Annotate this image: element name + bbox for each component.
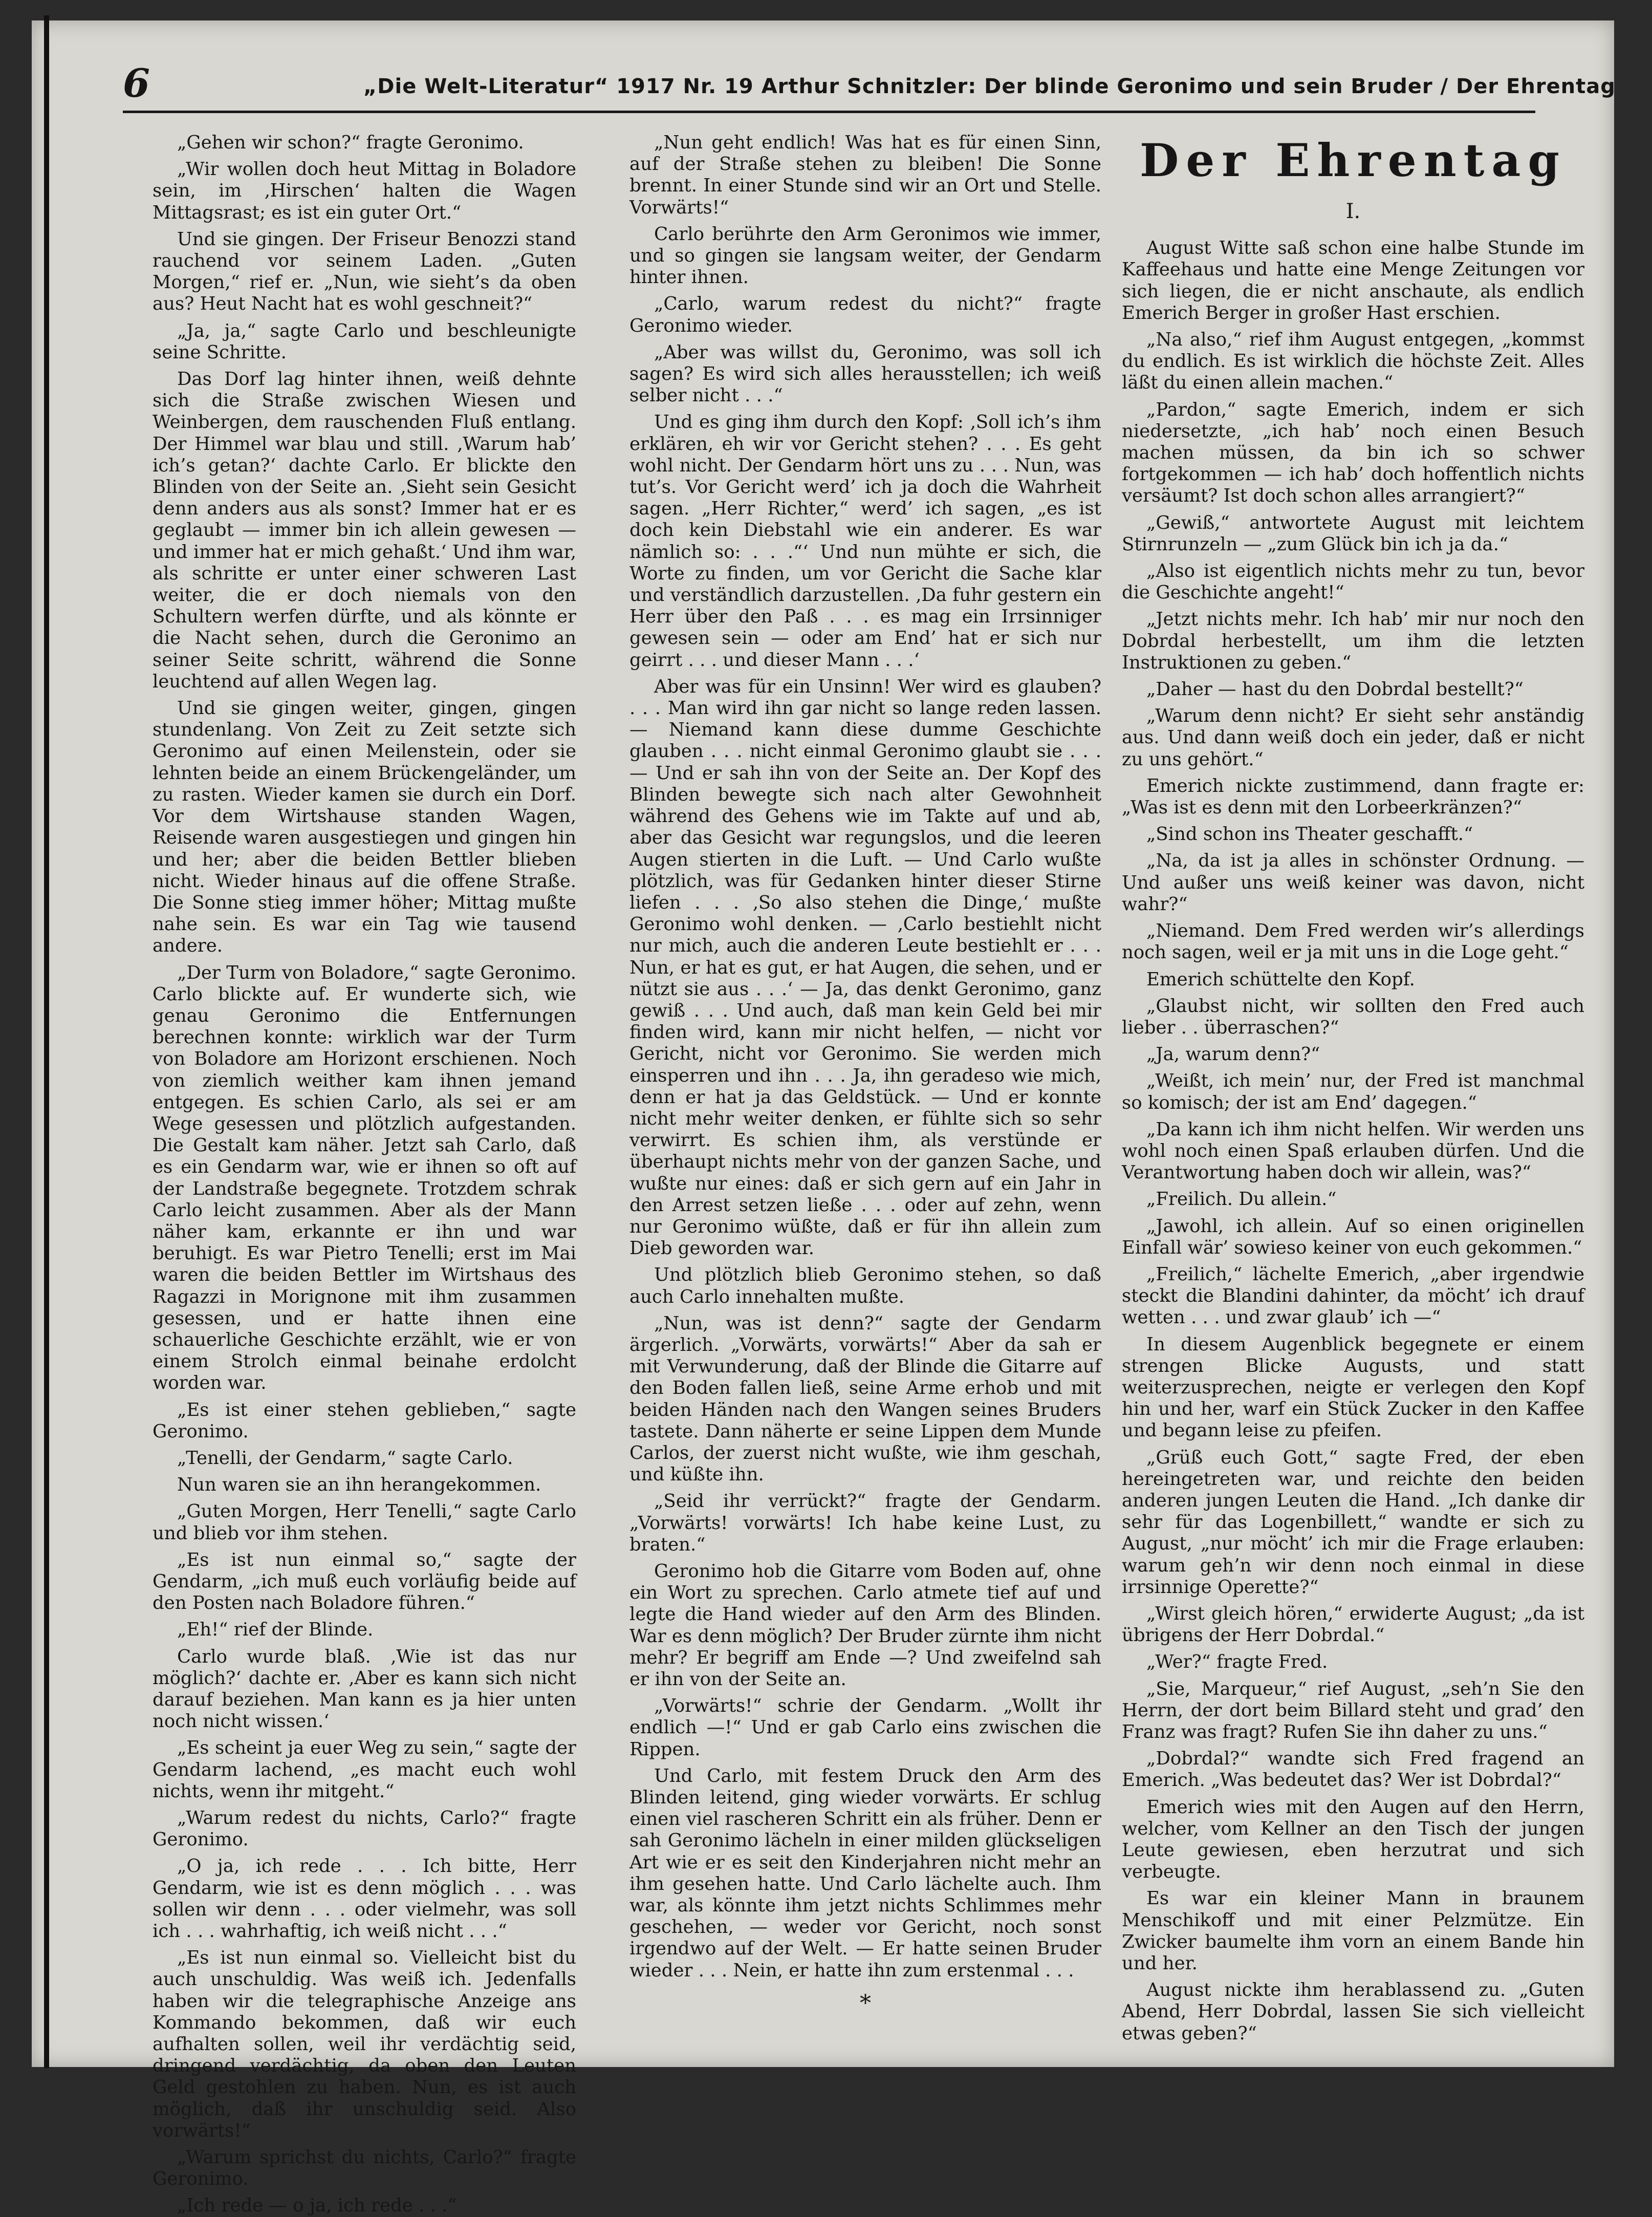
paragraph: „Wir wollen doch heut Mittag in Boladore sein, im ‚Hirschen‘ halten die Wagen Mittagsrast; es ist ein guter Ort.“ <box>153 159 576 223</box>
paragraph: „Pardon,“ sagte Emerich, indem er sich niedersetzte, „ich hab’ noch einen Besuch machen müssen, da bin ich so schwer fortgekommen — ich hab’ doch hoffentlich nichts versäumt? Ist doch schon alles arrangiert?“ <box>1122 399 1584 507</box>
page-number: 6 <box>123 60 150 106</box>
paragraph: „Wer?“ fragte Fred. <box>1146 1651 1328 1673</box>
paragraph: „Na, da ist ja alles in schönster Ordnung. — Und außer uns weiß keiner was davon, nicht wahr?“ <box>1122 850 1584 915</box>
paragraph: „Tenelli, der Gendarm,“ sagte Carlo. <box>177 1447 513 1469</box>
paragraph: „Aber was willst du, Geronimo, was soll ich sagen? Es wird sich alles herausstellen; ich weiß selber nicht . . .“ <box>629 341 1101 406</box>
paragraph: „Also ist eigentlich nichts mehr zu tun, bevor die Geschichte angeht!“ <box>1122 561 1584 604</box>
paragraph: „Der Turm von Boladore,“ sagte Geronimo. Carlo blickte auf. Er wunderte sich, wie genau Geronimo die Entfernungen berechnen konnte: wirklich war der Turm von Boladore am Horizont erschienen. Noch von ziemlich weither kam ihnen jemand entgegen. Es schien Carlo, als sei er am Wege gesessen und plötzlich aufgestanden. Die Gestalt kam näher. Jetzt sah Carlo, daß es ein Gendarm war, wie er ihnen so oft auf der Landstraße begegnete. Trotzdem schrak Carlo leicht zusammen. Aber als der Mann näher kam, erkannte er ihn und war beruhigt. Es war Pietro Tenelli; erst im Mai waren die beiden Bettler im Wirtshaus des Ragazzi in Morignone mit ihm zusammen gesessen, und er hatte ihnen eine schauerliche Geschichte erzählt, wie er von einem Strolch einmal beinahe erdolcht worden war. <box>153 962 576 1394</box>
paragraph: „O ja, ich rede . . . Ich bitte, Herr Gendarm, wie ist es denn möglich . . . was sollen wir denn . . . oder vielmehr, was soll ich . . . wahrhaftig, ich weiß nicht . . .“ <box>153 1856 576 1942</box>
paragraph: In diesem Augenblick begegnete er einem strengen Blicke Augusts, und statt weiterzusprechen, neigte er verlegen den Kopf hin und her, warf ein Stück Zucker in den Kaffee und begann leise zu pfeifen. <box>1122 1333 1584 1441</box>
paragraph: „Es ist nun einmal so,“ sagte der Gendarm, „ich muß euch vorläufig beide auf den Posten nach Boladore führen.“ <box>153 1549 576 1614</box>
page-header <box>123 60 1616 119</box>
paragraph: „Nun, was ist denn?“ sagte der Gendarm ärgerlich. „Vorwärts, vorwärts!“ Aber da sah er mit Verwunderung, daß der Blinde die Gitarre auf den Boden fallen ließ, seine Arme erhob und mit beiden Händen nach den Wangen seines Bruders tastete. Dann näherte er seine Lippen dem Munde Carlos, der zuerst nicht wußte, wie ihm geschah, und küßte ihn. <box>629 1312 1101 1486</box>
paragraph: August Witte saß schon eine halbe Stunde im Kaffeehaus und hatte eine Menge Zeitungen vor sich liegen, die er nicht anschaute, als endlich Emerich Berger in großer Hast erschien. <box>1122 238 1584 324</box>
paragraph: „Jetzt nichts mehr. Ich hab’ mir nur noch den Dobrdal herbestellt, um ihm die letzten Instruktionen zu geben.“ <box>1122 609 1584 673</box>
paragraph: „Gewiß,“ antwortete August mit leichtem Stirnrunzeln — „zum Glück bin ich ja da.“ <box>1122 512 1584 555</box>
paragraph: „Grüß euch Gott,“ sagte Fred, der eben hereingetreten war, und reichte den beiden anderen jungen Leuten die Hand. „Ich danke dir sehr für das Logenbillett,“ wandte er sich zu August, „nur möcht’ ich mir die Frage erlauben: warum geh’n wir denn noch einmal in diese irrsinnige Operette?“ <box>1122 1447 1584 1598</box>
story-title: Der Ehrentag <box>1140 134 1567 187</box>
paragraph: „Wirst gleich hören,“ erwiderte August; „da ist übrigens der Herr Dobrdal.“ <box>1122 1603 1584 1646</box>
paragraph: Und plötzlich blieb Geronimo stehen, so daß auch Carlo innehalten mußte. <box>629 1264 1101 1307</box>
paragraph: Es war ein kleiner Mann in braunem Menschikoff und mit einer Pelzmütze. Ein Zwicker baumelte ihm vorn an einem Bande hin und her. <box>1122 1888 1584 1974</box>
paragraph: Und sie gingen. Der Friseur Benozzi stand rauchend vor seinem Laden. „Guten Morgen,“ rief er. „Nun, wie sieht’s da oben aus? Heut Nacht hat es wohl geschneit?“ <box>153 228 576 315</box>
paragraph: „Da kann ich ihm nicht helfen. Wir werden uns wohl noch einen Spaß erlauben dürfen. Und die Verantwortung haben doch wir allein, was?“ <box>1122 1118 1584 1183</box>
paragraph: „Freilich,“ lächelte Emerich, „aber irgendwie steckt die Blandini dahinter, da möcht’ ich drauf wetten . . . und zwar glaub’ ich —“ <box>1122 1263 1584 1328</box>
paragraph: „Es ist nun einmal so. Vielleicht bist du auch unschuldig. Was weiß ich. Jedenfalls haben wir die telegraphische Anzeige ans Kommando bekommen, daß wir euch aufhalten sollen, weil ihr verdächtig seid, dringend verdächtig, da oben den Leuten Geld gestohlen zu haben. Nun, es ist auch möglich, daß ihr unschuldig seid. Also vorwärts!“ <box>153 1947 576 2141</box>
paragraph: Und sie gingen weiter, gingen, gingen stundenlang. Von Zeit zu Zeit setzte sich Geronimo auf einen Meilenstein, oder sie lehnten beide an einem Brückengeländer, um zu rasten. Wieder kamen sie durch ein Dorf. Vor dem Wirtshause standen Wagen, Reisende waren ausgestiegen und gingen hin und her; aber die beiden Bettler blieben nicht. Wieder hinaus auf die offene Straße. Die Sonne stieg immer höher; Mittag mußte nahe sein. Es war ein Tag wie tausend andere. <box>153 698 576 957</box>
paragraph: „Niemand. Dem Fred werden wir’s allerdings noch sagen, weil er ja mit uns in die Loge geht.“ <box>1122 920 1584 963</box>
paragraph: „Ja, ja,“ sagte Carlo und beschleunigte seine Schritte. <box>153 320 576 363</box>
paragraph: Emerich wies mit den Augen auf den Herrn, welcher, vom Kellner an den Tisch der jungen Leute gewiesen, eben herzutrat und sich verbeugte. <box>1122 1796 1584 1883</box>
paragraph: „Gehen wir schon?“ fragte Geronimo. <box>177 132 524 153</box>
paragraph: „Sie, Marqueur,“ rief August, „seh’n Sie den Herrn, der dort beim Billard steht und grad’ den Franz was fragt? Rufen Sie ihn daher zu uns.“ <box>1122 1678 1584 1742</box>
paragraph: „Ich rede — o ja, ich rede . . .“ <box>177 2195 457 2216</box>
paragraph: Und Carlo, mit festem Druck den Arm des Blinden leitend, ging wieder vorwärts. Er schlug einen viel rascheren Schritt ein als früher. Denn er sah Geronimo lächeln in einer milden glückseligen Art wie er es seit den Kinderjahren nicht mehr an ihm gesehen hatte. Und Carlo lächelte auch. Ihm war, als könnte ihm jetzt nichts Schlimmes mehr geschehen, — weder vor Gericht, noch sonst irgendwo auf der Welt. — Er hatte seinen Bruder wieder . . . Nein, er hatte ihn zum erstenmal . . . <box>629 1765 1101 1981</box>
paragraph: August nickte ihm herablassend zu. „Guten Abend, Herr Dobrdal, lassen Sie sich vielleicht etwas geben?“ <box>1122 1979 1584 2044</box>
paragraph: „Warum sprichst du nichts, Carlo?“ fragte Geronimo. <box>153 2147 576 2190</box>
paragraph: Aber was für ein Unsinn! Wer wird es glauben? . . . Man wird ihn gar nicht so lange reden lassen. — Niemand kann diese dumme Geschichte glauben . . . nicht einmal Geronimo glaubt sie . . . — Und er sah ihn von der Seite an. Der Kopf des Blinden bewegte sich nach alter Gewohnheit während des Gehens wie im Takte auf und ab, aber das Gesicht war regungslos, und die leeren Augen stierten in die Luft. — Und Carlo wußte plötzlich, was für Gedanken hinter dieser Stirne liefen . . . ‚So also stehen die Dinge,‘ mußte Geronimo wohl denken. — ‚Carlo bestiehlt nicht nur mich, auch die anderen Leute bestiehlt er . . . Nun, er hat es gut, er hat Augen, die sehen, und er nützt sie aus . . .‘ — Ja, das denkt Geronimo, ganz gewiß . . . Und auch, daß man kein Geld bei mir finden wird, kann mir nicht helfen, — nicht vor Gericht, nicht vor Geronimo. Sie werden mich einsperren und ihn . . . Ja, ihn geradeso wie mich, denn er hat ja das Geldstück. — Und er konnte nicht mehr weiter denken, er fühlte sich so sehr verwirrt. Es schien ihm, als verstünde er überhaupt nichts mehr von der ganzen Sache, und wußte nur eines: daß er sich gern auf ein Jahr in den Arrest setzen ließe . . . oder auf zehn, wenn nur Geronimo wüßte, daß er für ihn allein zum Dieb geworden war. <box>629 676 1101 1259</box>
paragraph: „Warum redest du nichts, Carlo?“ fragte Geronimo. <box>153 1807 576 1850</box>
paragraph: „Seid ihr verrückt?“ fragte der Gendarm. „Vorwärts! vorwärts! Ich habe keine Lust, zu braten.“ <box>629 1491 1101 1555</box>
paragraph: „Eh!“ rief der Blinde. <box>177 1619 374 1641</box>
end-mark: * <box>860 1990 871 2016</box>
paragraph: „Es ist einer stehen geblieben,“ sagte Geronimo. <box>153 1399 576 1442</box>
paragraph: „Glaubst nicht, wir sollten den Fred auch lieber . . überraschen?“ <box>1122 995 1584 1038</box>
paragraph: Und es ging ihm durch den Kopf: ‚Soll ich’s ihm erklären, eh wir vor Gericht stehen? . . . Es geht wohl nicht. Der Gendarm hört uns zu . . . Nun, was tut’s. Vor Gericht werd’ ich ja doch die Wahrheit sagen. „Herr Richter,“ werd’ ich sagen, „es ist doch kein Diebstahl wie ein anderer. Es war nämlich so: . . .“‘ Und nun mühte er sich, die Worte zu finden, um vor Gericht die Sache klar und verständlich darzustellen. ‚Da fuhr gestern ein Herr über den Paß . . . es mag ein Irrsinniger gewesen sein — oder am End’ hat er sich nur geirrt . . . und dieser Mann . . .‘ <box>629 412 1101 671</box>
paragraph: Emerich nickte zustimmend, dann fragte er: „Was ist es denn mit den Lorbeerkränzen?“ <box>1122 775 1584 819</box>
paragraph: Emerich schüttelte den Kopf. <box>1146 968 1415 990</box>
paragraph: „Ja, warum denn?“ <box>1146 1044 1320 1065</box>
paragraph: Nun waren sie an ihn herangekommen. <box>177 1474 541 1496</box>
paragraph: Carlo berührte den Arm Geronimos wie immer, und so gingen sie langsam weiter, der Gendarm hinter ihnen. <box>629 223 1101 288</box>
running-head: „Die Welt-Literatur“ 1917 Nr. 19 Arthur Schnitzler: Der blinde Geronimo und sein Bruder / Der Ehrentag <box>363 75 1616 98</box>
paragraph: „Es scheint ja euer Weg zu sein,“ sagte der Gendarm lachend, „es macht euch wohl nichts, wenn ihr mitgeht.“ <box>153 1737 576 1802</box>
paragraph: Geronimo hob die Gitarre vom Boden auf, ohne ein Wort zu sprechen. Carlo atmete tief auf und legte die Hand wieder auf den Arm des Blinden. War es denn möglich? Der Bruder zürnte ihm nicht mehr? Er begriff am Ende —? Und zweifelnd sah er ihn von der Seite an. <box>629 1561 1101 1690</box>
header-rule <box>123 111 1535 113</box>
paragraph: „Na also,“ rief ihm August entgegen, „kommst du endlich. Es ist wirklich die höchste Zeit. Alles läßt du einen allein machen.“ <box>1122 329 1584 394</box>
paragraph: „Dobrdal?“ wandte sich Fred fragend an Emerich. „Was bedeutet das? Wer ist Dobrdal?“ <box>1122 1748 1584 1791</box>
column-2 <box>629 132 1101 2047</box>
paragraph: „Carlo, warum redest du nicht?“ fragte Geronimo wieder. <box>629 293 1101 336</box>
column-1 <box>153 132 576 2216</box>
paragraph: „Weißt, ich mein’ nur, der Fred ist manchmal so komisch; der ist am End’ dagegen.“ <box>1122 1070 1584 1113</box>
paragraph: „Sind schon ins Theater geschafft.“ <box>1146 824 1473 845</box>
paragraph: „Nun geht endlich! Was hat es für einen Sinn, auf der Straße stehen zu bleiben! Die Sonne brennt. In einer Stunde sind wir an Ort und Stelle. Vorwärts!“ <box>629 132 1101 218</box>
paragraph: Das Dorf lag hinter ihnen, weiß dehnte sich die Straße zwischen Wiesen und Weinbergen, dem rauschenden Fluß entlang. Der Himmel war blau und still. ‚Warum hab’ ich’s getan?‘ dachte Carlo. Er blickte den Blinden von der Seite an. ‚Sieht sein Gesicht denn anders aus als sonst? Immer hat er es geglaubt — immer bin ich allein gewesen — und immer hat er mich gehaßt.‘ Und ihm war, als schritte er unter einer schweren Last weiter, die er doch niemals von den Schultern werfen dürfte, und als könnte er die Nacht sehen, durch die Geronimo an seiner Seite schritt, während die Sonne leuchtend auf allen Wegen lag. <box>153 369 576 692</box>
page-edge <box>44 15 49 2068</box>
paragraph: „Daher — hast du den Dobrdal bestellt?“ <box>1146 679 1524 700</box>
paragraph: „Jawohl, ich allein. Auf so einen originellen Einfall wär’ sowieso keiner von euch gekommen.“ <box>1122 1215 1584 1258</box>
paragraph: „Vorwärts!“ schrie der Gendarm. „Wollt ihr endlich —!“ Und er gab Carlo eins zwischen die Rippen. <box>629 1695 1101 1760</box>
section-number: I. <box>1345 200 1361 223</box>
paragraph: „Freilich. Du allein.“ <box>1146 1189 1337 1210</box>
column-3 <box>1122 132 1584 2047</box>
paragraph: „Guten Morgen, Herr Tenelli,“ sagte Carlo und blieb vor ihm stehen. <box>153 1501 576 1544</box>
paragraph: Carlo wurde blaß. ‚Wie ist das nur möglich?‘ dachte er. ‚Aber es kann sich nicht darauf beziehen. Man kann es ja hier unten noch nicht wissen.‘ <box>153 1646 576 1732</box>
paragraph: „Warum denn nicht? Er sieht sehr anständig aus. Und dann weiß doch ein jeder, daß er nicht zu uns gehört.“ <box>1122 705 1584 770</box>
